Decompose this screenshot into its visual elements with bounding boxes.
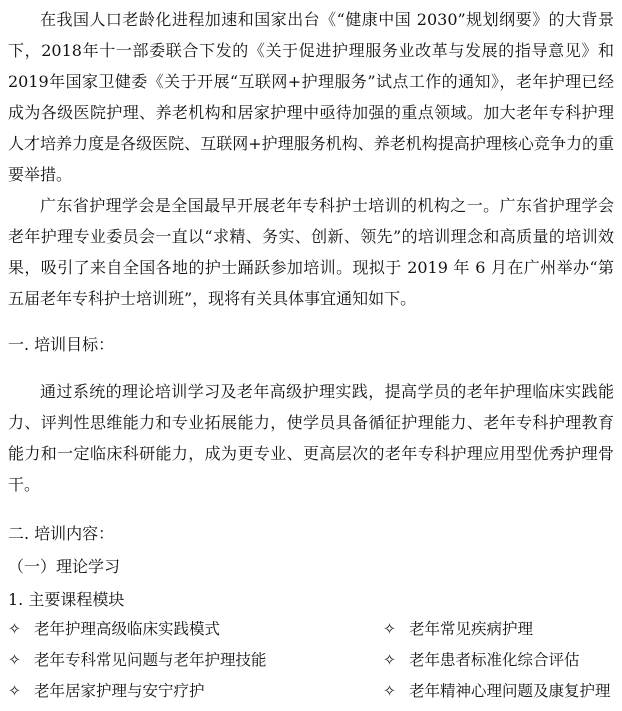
diamond-bullet-icon: ✧ — [8, 651, 21, 669]
course-module-item — [311, 676, 614, 707]
section-heading-training-goal: 一. 培训目标： — [8, 335, 115, 354]
diamond-bullet-icon: ✧ — [8, 620, 21, 638]
course-module-label: 老年常见疾病护理 — [409, 620, 534, 638]
course-module-row — [8, 614, 614, 645]
course-module-list — [8, 614, 614, 707]
course-module-label: 老年居家护理与安宁疗护 — [34, 682, 205, 700]
course-module-row — [8, 645, 614, 676]
course-module-item — [311, 614, 614, 645]
course-module-label: 老年护理高级临床实践模式 — [34, 620, 221, 638]
course-module-label: 老年专科常见问题与老年护理技能 — [34, 651, 267, 669]
course-module-label: 老年患者标准化综合评估 — [409, 651, 580, 669]
course-module-label: 老年精神心理问题及康复护理 — [409, 682, 611, 700]
diamond-bullet-icon: ✧ — [383, 651, 396, 669]
course-module-item — [8, 614, 311, 645]
diamond-bullet-icon: ✧ — [383, 620, 396, 638]
module-heading: 1. 主要课程模块 — [8, 590, 125, 609]
section-heading-training-content: 二. 培训内容： — [8, 524, 115, 543]
society-paragraph: 广东省护理学会是全国最早开展老年专科护士培训的机构之一。广东省护理学会老年护理专业委员会一直以“求精、务实、创新、领先”的培训理念和高质量的培训效果，吸引了来自全国各地的护士踊跃参加培训。现拟于 2019 年 6 月在广州举办“第五届老年专科护士培训班”，现将有关具体事宜通知如下。 — [8, 196, 614, 308]
diamond-bullet-icon: ✧ — [8, 682, 21, 700]
course-module-item — [8, 676, 311, 707]
course-module-item — [311, 645, 614, 676]
training-goal-paragraph: 通过系统的理论培训学习及老年高级护理实践，提高学员的老年护理临床实践能力、评判性思维能力和专业拓展能力，使学员具备循征护理能力、老年专科护理教育能力和一定临床科研能力，成为更专业、更高层次的老年专科护理应用型优秀护理骨干。 — [8, 382, 614, 494]
subsection-heading-theory: （一）理论学习 — [8, 557, 121, 576]
course-module-row — [8, 676, 614, 707]
course-module-item — [8, 645, 311, 676]
intro-paragraph: 在我国人口老龄化进程加速和国家出台《“健康中国 2030”规划纲要》的大背景下，2018年十一部委联合下发的《关于促进护理服务业改革与发展的指导意见》和 2019年国家卫健委《关于开展“互联网+护理服务”试点工作的通知》，老年护理已经成为各级医院护理、养老机构和居家护理中亟待加强的重点领域。加大老年专科护理人才培养力度是各级医院、互联网+护理服务机构、养老机构提高护理核心竞争力的重要举措。 — [8, 10, 614, 184]
diamond-bullet-icon: ✧ — [383, 682, 396, 700]
